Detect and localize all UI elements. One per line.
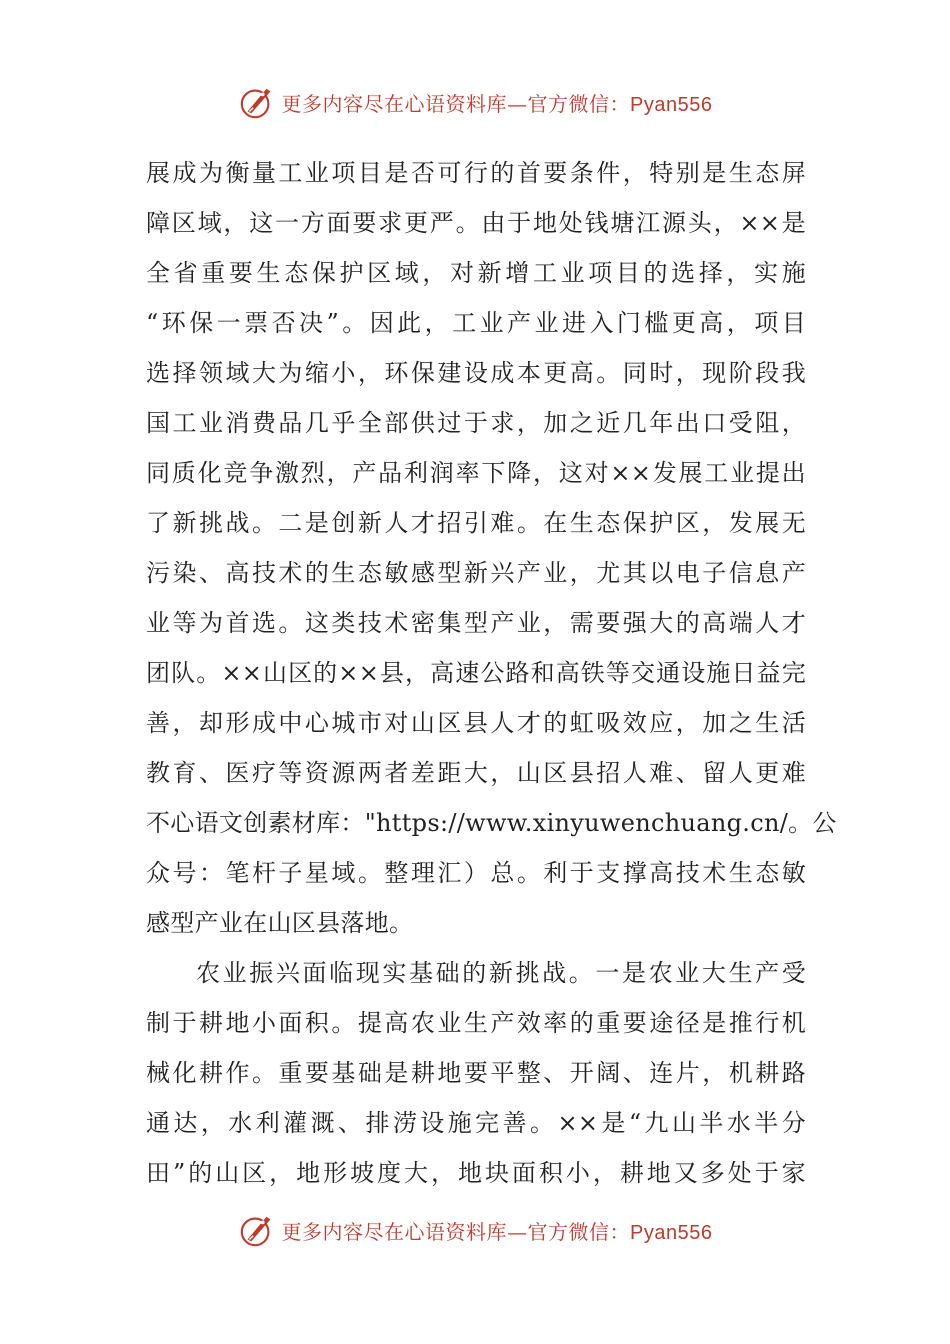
body-line: “环保一票否决”。因此，工业产业进入门槛更高，项目	[146, 309, 806, 337]
body-line-paragraph-end: 感型产业在山区县落地。	[146, 909, 414, 937]
body-line: 善，却形成中心城市对山区县人才的虹吸效应，加之生活	[146, 709, 806, 737]
footer-banner	[0, 1208, 950, 1252]
body-line: 国工业消费品几乎全部供过于求，加之近几年出口受阻，	[146, 409, 806, 437]
body-line-paragraph-start: 农业振兴面临现实基础的新挑战。一是农业大生产受	[196, 959, 806, 987]
body-line: 教育、医疗等资源两者差距大，山区县招人难、留人更难	[146, 759, 806, 787]
quill-pen-logo-icon	[238, 1211, 276, 1249]
body-line: 障区域，这一方面要求更严。由于地处钱塘江源头，××是	[146, 209, 806, 237]
body-line: 同质化竞争激烈，产品利润率下降，这对××发展工业提出	[146, 459, 806, 487]
header-wechat-id: Pyan556	[630, 93, 713, 116]
body-line: 众号：笔杆子星域。整理汇）总。利于支撑高技术生态敏	[146, 859, 806, 887]
footer-wechat-id: Pyan556	[630, 1221, 713, 1244]
body-line: 全省重要生态保护区域，对新增工业项目的选择，实施	[146, 259, 806, 287]
quill-pen-logo-icon	[238, 83, 276, 121]
body-line: 制于耕地小面积。提高农业生产效率的重要途径是推行机	[146, 1009, 806, 1037]
body-line: 了新挑战。二是创新人才招引难。在生态保护区，发展无	[146, 509, 806, 537]
body-line: 业等为首选。这类技术密集型产业，需要强大的高端人才	[146, 609, 806, 637]
footer-banner-text: 更多内容尽在心语资料库—官方微信：	[281, 1219, 631, 1244]
body-line: 选择领域大为缩小，环保建设成本更高。同时，现阶段我	[146, 359, 806, 387]
body-line-with-url: 不心语文创素材库："https://www.xinyuwenchuang.cn/。公	[146, 809, 837, 837]
body-line: 田”的山区，地形坡度大，地块面积小，耕地又多处于家	[146, 1159, 806, 1187]
body-line: 通达，水利灌溉、排涝设施完善。××是“九山半水半分	[146, 1109, 806, 1137]
body-line: 械化耕作。重要基础是耕地要平整、开阔、连片，机耕路	[146, 1059, 806, 1087]
body-line: 污染、高技术的生态敏感型新兴产业，尤其以电子信息产	[146, 559, 806, 587]
header-banner	[0, 80, 950, 124]
document-body	[146, 148, 837, 1198]
header-banner-text: 更多内容尽在心语资料库—官方微信：	[281, 91, 631, 116]
body-line: 团队。××山区的××县，高速公路和高铁等交通设施日益完	[146, 659, 806, 687]
body-line: 展成为衡量工业项目是否可行的首要条件，特别是生态屏	[146, 159, 806, 187]
